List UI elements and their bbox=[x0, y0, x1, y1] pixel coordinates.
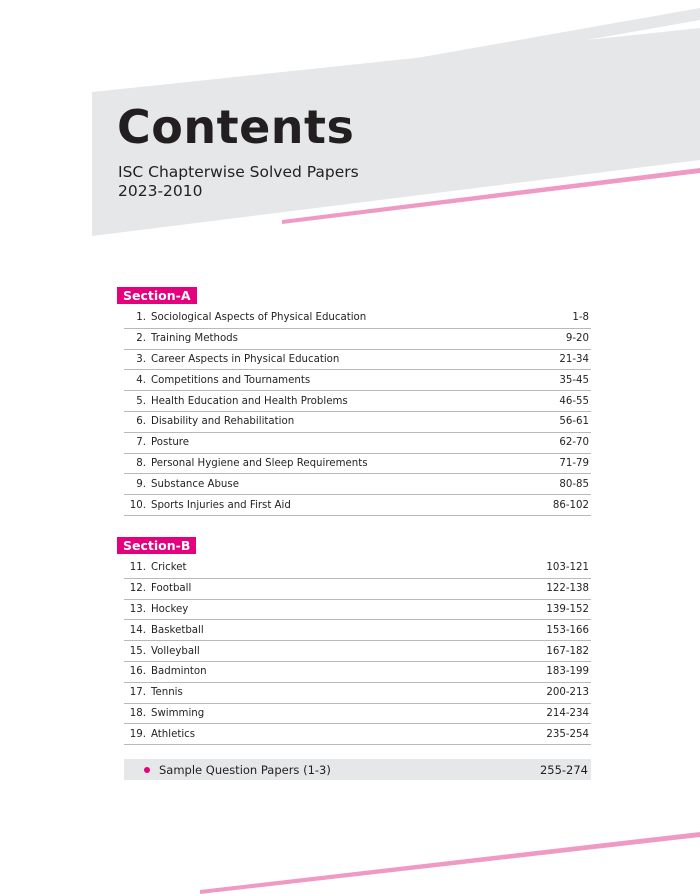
toc-row[interactable] bbox=[124, 350, 591, 371]
chapter-number: 3. bbox=[136, 353, 146, 365]
chapter-pages: 80-85 bbox=[559, 478, 589, 490]
chapter-title: Football bbox=[151, 583, 192, 595]
chapter-title: Volleyball bbox=[151, 645, 200, 657]
chapter-pages: 46-55 bbox=[559, 395, 589, 407]
toc-row[interactable] bbox=[124, 391, 591, 412]
chapter-title: Competitions and Tournaments bbox=[151, 374, 311, 386]
subtitle-line-series: ISC Chapterwise Solved Papers bbox=[118, 163, 359, 181]
chapter-number: 7. bbox=[136, 437, 146, 449]
toc-row[interactable] bbox=[124, 620, 591, 641]
toc-row[interactable] bbox=[124, 579, 591, 600]
section-b-list bbox=[124, 558, 591, 745]
bullet-icon bbox=[144, 767, 150, 773]
chapter-number: 19. bbox=[129, 728, 146, 740]
chapter-pages: 62-70 bbox=[559, 437, 589, 449]
toc-row[interactable] bbox=[124, 495, 591, 516]
sample-papers-row[interactable] bbox=[124, 759, 591, 780]
chapter-title: Career Aspects in Physical Education bbox=[151, 353, 340, 365]
chapter-number: 5. bbox=[136, 395, 146, 407]
chapter-title: Basketball bbox=[151, 624, 204, 636]
chapter-title: Badminton bbox=[151, 666, 207, 678]
chapter-pages: 86-102 bbox=[552, 499, 589, 511]
chapter-pages: 122-138 bbox=[546, 583, 589, 595]
section-a-list bbox=[124, 308, 591, 516]
page-title: Contents bbox=[117, 100, 355, 154]
page-subtitle bbox=[118, 163, 359, 201]
chapter-number: 17. bbox=[129, 687, 146, 699]
chapter-pages: 9-20 bbox=[565, 333, 589, 345]
chapter-pages: 1-8 bbox=[572, 312, 589, 324]
chapter-pages: 153-166 bbox=[546, 624, 589, 636]
toc-row[interactable] bbox=[124, 308, 591, 329]
chapter-title: Tennis bbox=[151, 687, 183, 699]
chapter-number: 16. bbox=[129, 666, 146, 678]
chapter-number: 1. bbox=[136, 312, 146, 324]
toc-row[interactable] bbox=[124, 329, 591, 350]
chapter-title: Cricket bbox=[151, 562, 187, 574]
chapter-pages: 71-79 bbox=[559, 457, 589, 469]
chapter-number: 15. bbox=[129, 645, 146, 657]
chapter-title: Sociological Aspects of Physical Education bbox=[151, 312, 367, 324]
chapter-title: Disability and Rehabilitation bbox=[151, 416, 295, 428]
chapter-number: 2. bbox=[136, 333, 146, 345]
toc-row[interactable] bbox=[124, 683, 591, 704]
sample-papers-title: Sample Question Papers (1-3) bbox=[159, 762, 331, 777]
toc-row[interactable] bbox=[124, 558, 591, 579]
toc-row[interactable] bbox=[124, 412, 591, 433]
toc-row[interactable] bbox=[124, 370, 591, 391]
chapter-number: 12. bbox=[129, 583, 146, 595]
chapter-title: Substance Abuse bbox=[151, 478, 239, 490]
section-a-label: Section-A bbox=[117, 287, 197, 304]
chapter-title: Swimming bbox=[151, 707, 205, 719]
subtitle-line-years: 2023-2010 bbox=[118, 182, 203, 200]
chapter-title: Hockey bbox=[151, 603, 189, 615]
chapter-pages: 103-121 bbox=[546, 562, 589, 574]
chapter-number: 14. bbox=[129, 624, 146, 636]
chapter-title: Posture bbox=[151, 437, 190, 449]
chapter-number: 9. bbox=[136, 478, 146, 490]
toc-row[interactable] bbox=[124, 474, 591, 495]
chapter-title: Health Education and Health Problems bbox=[151, 395, 348, 407]
chapter-pages: 35-45 bbox=[559, 374, 589, 386]
toc-row[interactable] bbox=[124, 641, 591, 662]
chapter-pages: 56-61 bbox=[559, 416, 589, 428]
footer-pink-stripe bbox=[200, 832, 700, 894]
toc-row[interactable] bbox=[124, 433, 591, 454]
section-b-label: Section-B bbox=[117, 537, 196, 554]
chapter-pages: 167-182 bbox=[546, 645, 589, 657]
toc-row[interactable] bbox=[124, 454, 591, 475]
chapter-title: Athletics bbox=[151, 728, 196, 740]
chapter-title: Sports Injuries and First Aid bbox=[151, 499, 291, 511]
chapter-pages: 214-234 bbox=[546, 707, 589, 719]
toc-row[interactable] bbox=[124, 724, 591, 745]
toc-row[interactable] bbox=[124, 662, 591, 683]
chapter-pages: 200-213 bbox=[546, 687, 589, 699]
chapter-number: 18. bbox=[129, 707, 146, 719]
chapter-title: Personal Hygiene and Sleep Requirements bbox=[151, 457, 368, 469]
chapter-number: 6. bbox=[136, 416, 146, 428]
chapter-number: 11. bbox=[129, 562, 146, 574]
chapter-pages: 21-34 bbox=[559, 353, 589, 365]
chapter-pages: 139-152 bbox=[546, 603, 589, 615]
chapter-pages: 183-199 bbox=[546, 666, 589, 678]
toc-row[interactable] bbox=[124, 704, 591, 725]
chapter-number: 4. bbox=[136, 374, 146, 386]
chapter-title: Training Methods bbox=[151, 333, 238, 345]
chapter-pages: 235-254 bbox=[546, 728, 589, 740]
chapter-number: 8. bbox=[136, 457, 146, 469]
toc-row[interactable] bbox=[124, 600, 591, 621]
sample-papers-pages: 255-274 bbox=[539, 762, 588, 777]
chapter-number: 13. bbox=[129, 603, 146, 615]
chapter-number: 10. bbox=[129, 499, 146, 511]
